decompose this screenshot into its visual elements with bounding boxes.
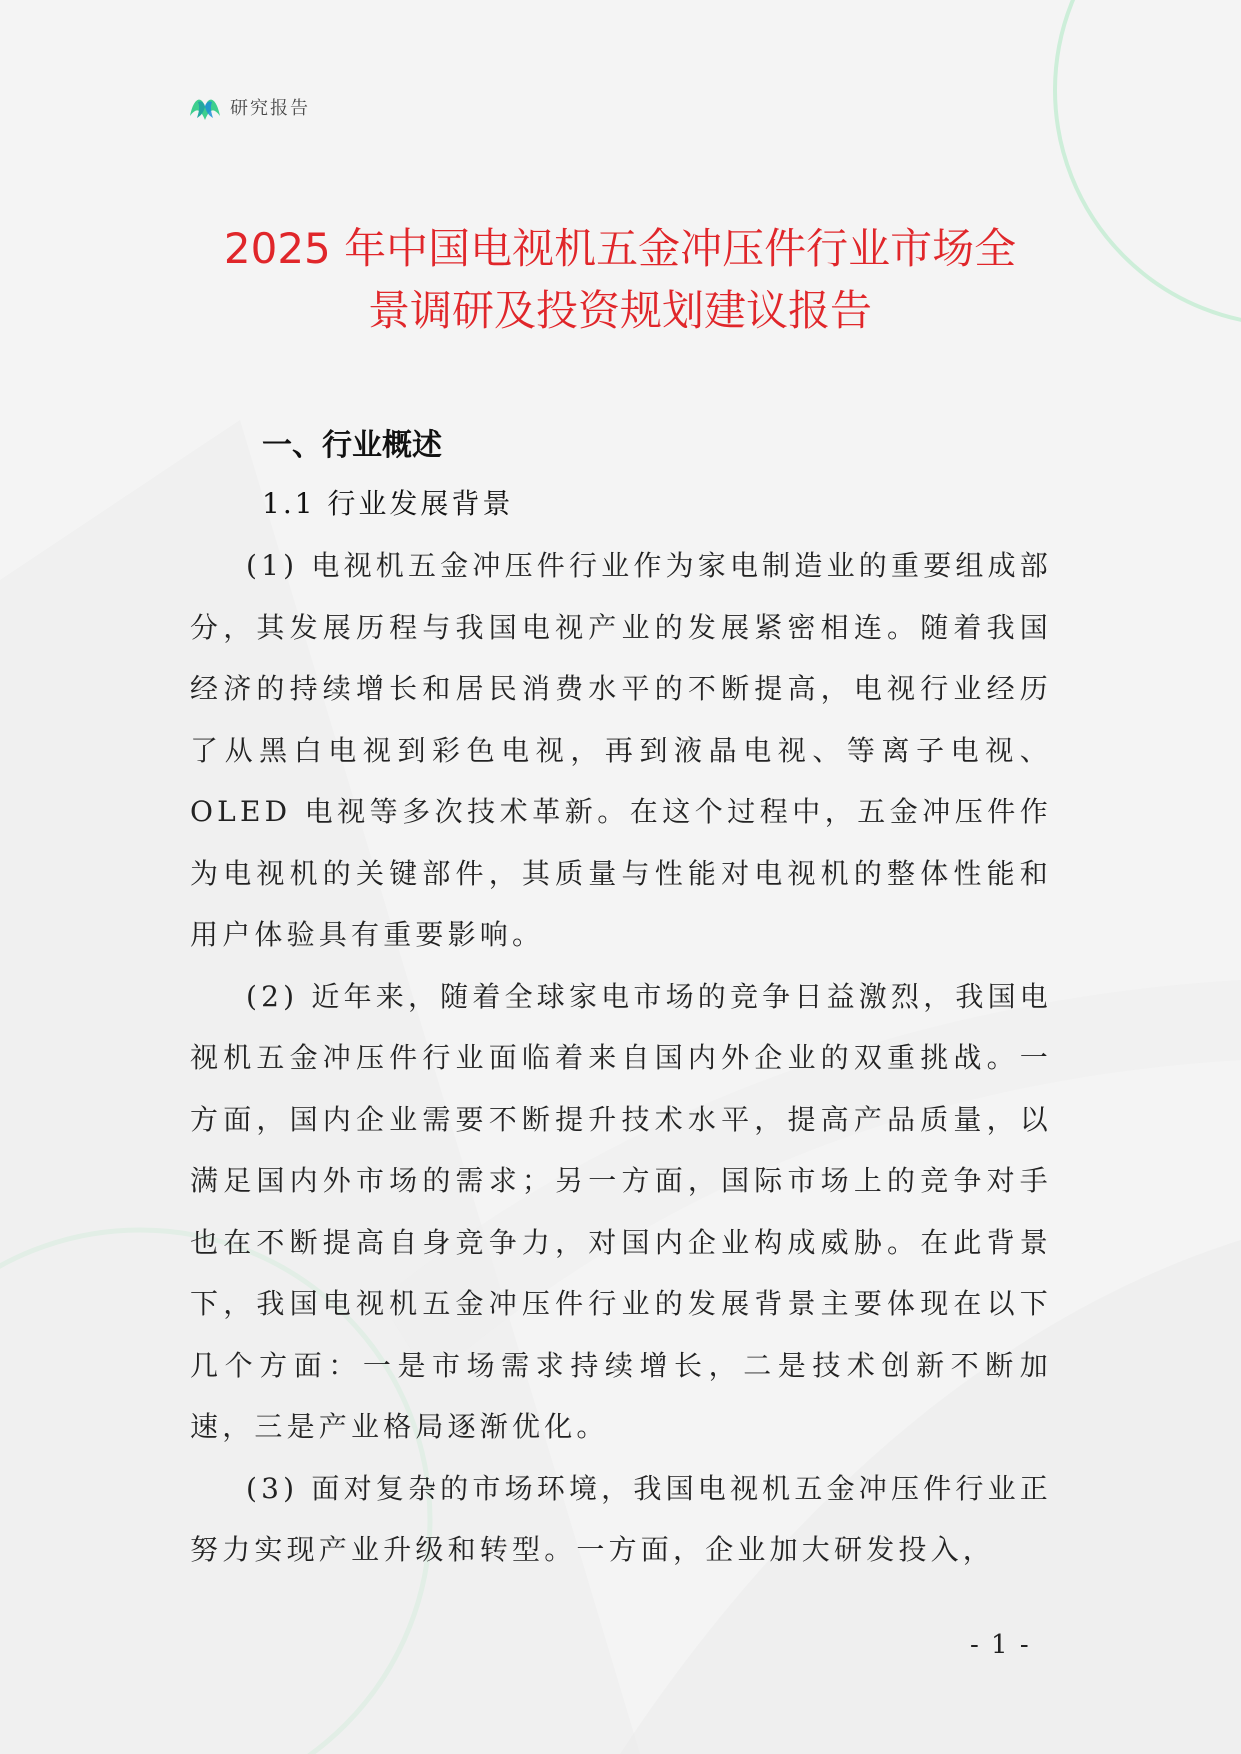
paragraph-2: (2) 近年来，随着全球家电市场的竞争日益激烈，我国电视机五金冲压件行业面临着来自国内外企业的双重挑战。一方面，国内企业需要不断提升技术水平，提高产品质量，以满足国内外市场的需求；另一方面，国际市场上的竞争对手也在不断提高自身竞争力，对国内企业构成威胁。在此背景下，我国电视机五金冲压件行业的发展背景主要体现在以下几个方面：一是市场需求持续增长，二是技术创新不断加速，三是产业格局逐渐优化。 [190, 979, 1052, 1443]
page-number: - 1 - [970, 1630, 1031, 1660]
body-text [190, 535, 1052, 1581]
title-line-2: 景调研及投资规划建议报告 [367, 286, 872, 335]
title-line-1: 2025 年中国电视机五金冲压件行业市场全 [223, 224, 1017, 273]
report-header [188, 90, 310, 124]
brand-logo-icon [188, 90, 222, 124]
paragraph-3: (3) 面对复杂的市场环境，我国电视机五金冲压件行业正努力实现产业升级和转型。一方面，企业加大研发投入， [190, 1471, 1052, 1566]
paragraph-1: (1) 电视机五金冲压件行业作为家电制造业的重要组成部分，其发展历程与我国电视产业的发展紧密相连。随着我国经济的持续增长和居民消费水平的不断提高，电视行业经历了从黑白电视到彩色电视，再到液晶电视、等离子电视、OLED 电视等多次技术革新。在这个过程中，五金冲压件作为电视机的关键部件，其质量与性能对电视机的整体性能和用户体验具有重要影响。 [190, 549, 1052, 951]
document-title [140, 218, 1100, 342]
header-label: 研究报告 [230, 98, 310, 119]
subsection-heading: 1.1 行业发展背景 [262, 487, 514, 520]
section-heading: 一、行业概述 [262, 428, 442, 463]
